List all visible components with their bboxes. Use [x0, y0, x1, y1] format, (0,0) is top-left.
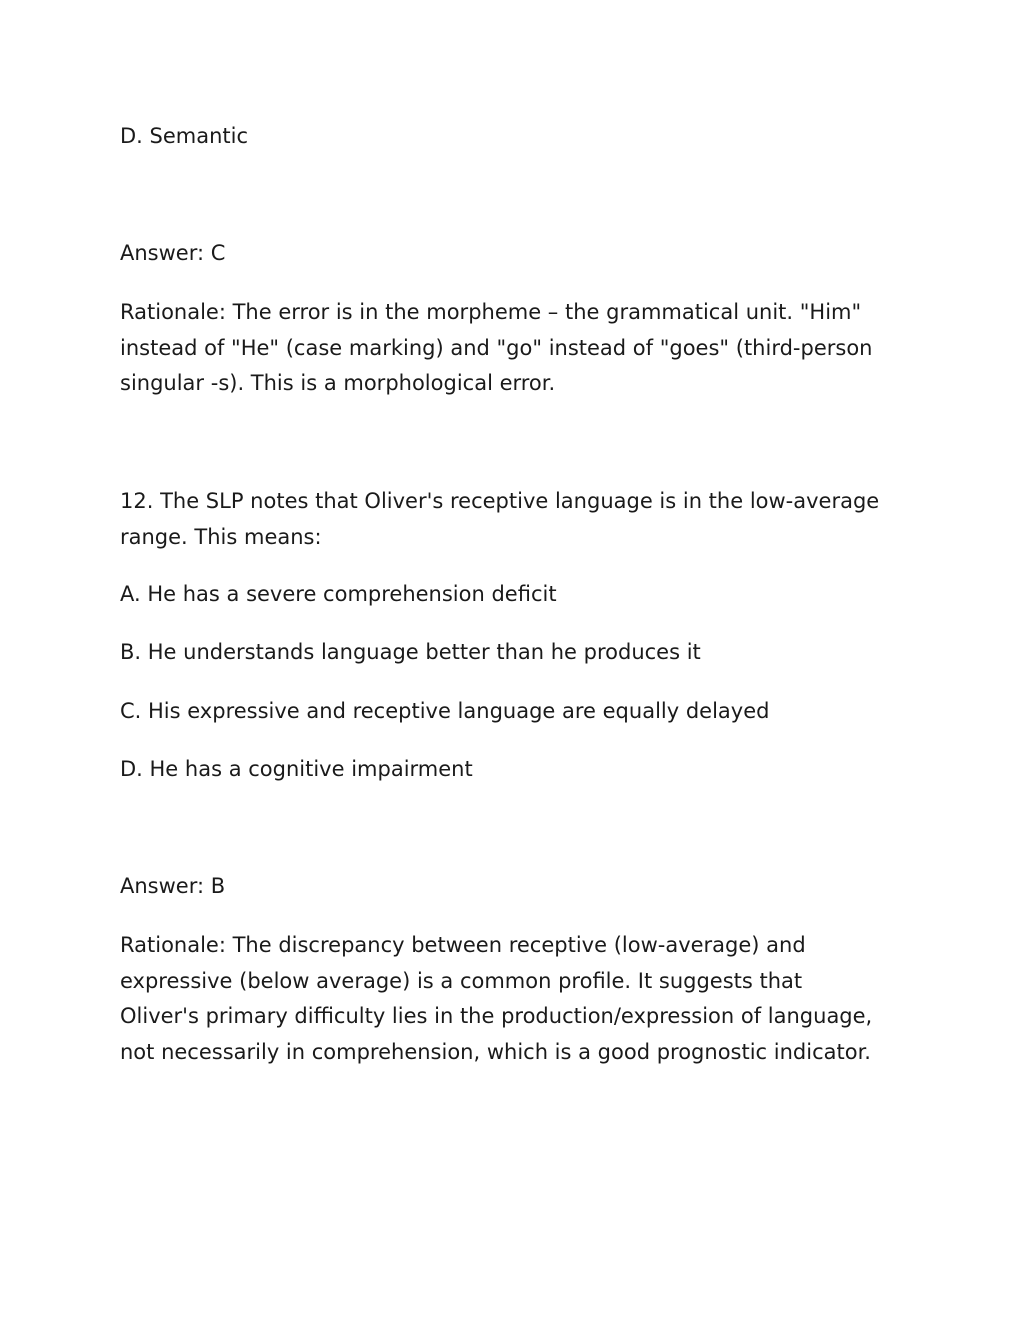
q11-rationale-line: Rationale: The error is in the morpheme – the grammatical unit. "Him" — [120, 300, 862, 324]
q12-question — [120, 484, 920, 555]
q12-rationale-line: expressive (below average) is a common profile. It suggests that — [120, 968, 803, 993]
q12-question-line: range. This means: — [120, 524, 322, 549]
q12-option-b: B. He understands language better than he produces it — [120, 640, 701, 664]
q11-rationale-line: instead of "He" (case marking) and "go" instead of "goes" (third-person — [120, 335, 873, 360]
previous-option-d: D. Semantic — [120, 124, 249, 148]
q12-rationale-line: Rationale: The discrepancy between receptive (low-average) and — [120, 933, 806, 957]
q11-rationale-line: singular -s). This is a morphological error. — [120, 371, 556, 395]
q12-rationale-line: Oliver's primary difficulty lies in the production/expression of language, — [120, 1004, 873, 1028]
q12-question-line: 12. The SLP notes that Oliver's receptive language is in the low-average — [120, 489, 880, 513]
q12-rationale-line: not necessarily in comprehension, which is a good prognostic indicator. — [120, 1039, 871, 1064]
q12-option-a: A. He has a severe comprehension deficit — [120, 582, 557, 606]
q11-answer: Answer: C — [120, 241, 226, 265]
q12-option-c: C. His expressive and receptive language are equally delayed — [120, 699, 770, 723]
q12-option-d: D. He has a cognitive impairment — [120, 757, 473, 781]
q12-rationale — [120, 928, 920, 1070]
q11-rationale — [120, 295, 920, 402]
q12-answer: Answer: B — [120, 874, 226, 898]
